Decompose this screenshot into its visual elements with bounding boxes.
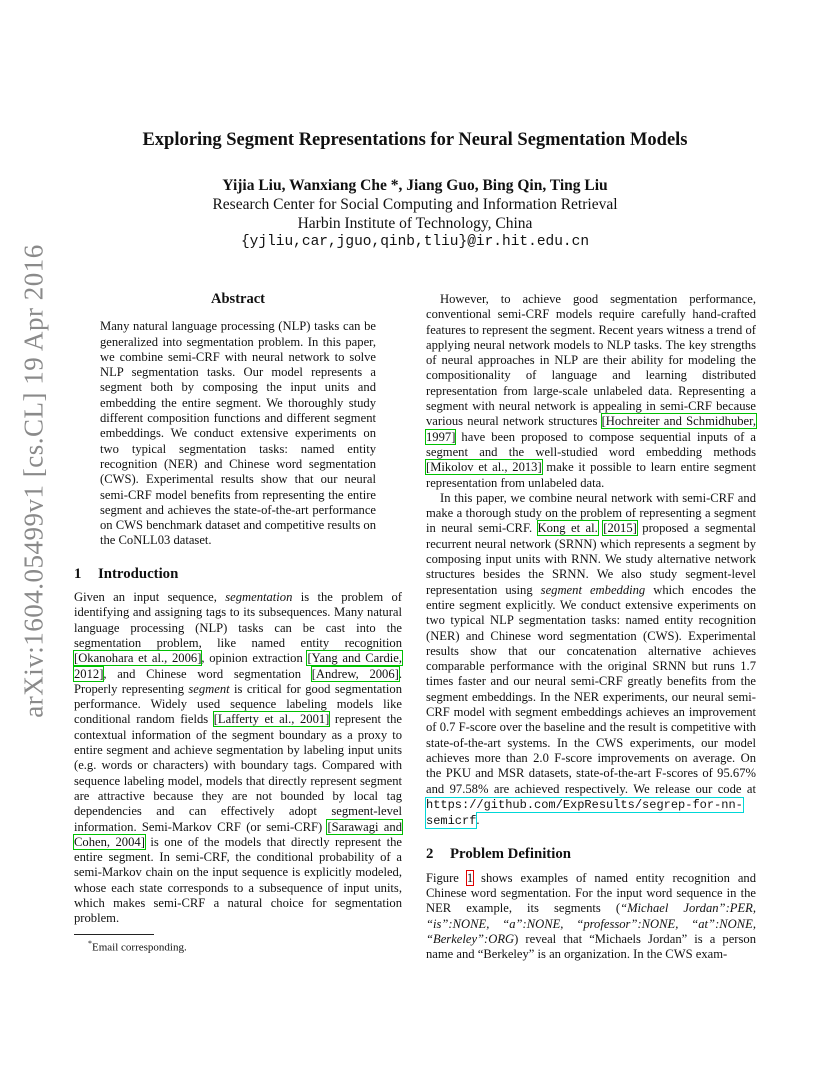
affiliation-line-2: Harbin Institute of Technology, China <box>297 215 533 232</box>
abstract-text: Many natural language processing (NLP) tasks can be generalized into segmentation problem. In this paper, we combine semi-CRF with neural network to solve NLP segmentation tasks. Our model represents a segment both by composing the input units and embedding the entire segment. We thoroughly study different composition functions and different segment embeddings. We conduct extensive experiments on two typical segmentation tasks: named entity recognition (NER) and Chinese word segmentation (CWS). Experimental results show that our neural semi-CRF model benefits from representing the entire segment and achieves the state-of-the-art performance on CWS benchmark dataset and competitive results on the CoNLL03 dataset. <box>100 319 376 548</box>
arxiv-id: arXiv:1604.05499v1 [cs.CL] 19 Apr 2016 <box>18 244 49 718</box>
citation-link[interactable]: [Sarawagi and Cohen, 2004] <box>74 819 402 849</box>
citation-link[interactable]: [Yang and Cardie, 2012] <box>74 651 402 681</box>
citation-link[interactable]: [Andrew, 2006] <box>311 666 399 681</box>
intro-paragraph: Given an input sequence, segmentation is the problem of identifying and assigning tags to its subsequences. Many natural language processing (NLP) tasks can be cast into the segmentation problem, like named entity recognition [Okanohara et al., 2006], opinion extraction [Yang and Cardie, 2012], and Chinese word segmentation [Andrew, 2006]. Properly representing segment is critical for good segmentation performance. Widely used sequence labeling models like conditional random fields [Lafferty et al., 2001] represent the contextual information of the segment boundary as a proxy to entire segment and achieve segmentation by labeling input units (e.g. words or characters) with boundary tags. Compared with sequence labeling model, models that directly represent segment are attractive because they are not bounded by local tag dependencies and can effectively adopt segment-level information. Semi-Markov CRF (or semi-CRF) [Sarawagi and Cohen, 2004] is one of the models that directly represent the entire segment. In semi-CRF, the conditional probability of a semi-Markov chain on the input sequence is explicitly modeled, whose each state corresponds to a subsequence of input units, which makes semi-CRF a natural choice for segmentation problem. <box>74 590 403 926</box>
body-paragraph: However, to achieve good segmentation performance, conventional semi-CRF models require carefully hand-crafted features to represent the segment. Recent years witness a trend of applying neural network models to NLP tasks. The key strengths of neural approaches in NLP are their ability for modeling the compositionality of language and learning distributed representation from large-scale unlabeled data. Representing a segment with neural network is appealing in semi-CRF because various neural network structures [Hochreiter and Schmidhuber, 1997] have been proposed to compose sequential inputs of a segment and the well-studied word embedding methods [Mikolov et al., 2013] make it possible to learn entire segment representation from unlabeled data. <box>426 292 756 490</box>
body-paragraph: In this paper, we combine neural network with semi-CRF and make a thorough study on the problem of representing a segment in neural semi-CRF. Kong et al. [2015] proposed a segmental recurrent neural network (SRNN) which represents a segment by composing input units with RNN. We study alternative network structures besides the SRNN. We also study segment-level representation using segment embedding which encodes the entire segment explicitly. We conduct extensive experiments on two typical NLP segmentation tasks: named entity recognition (NER) and Chinese word segmentation (CWS). Experimental results show that our concatenation alternative achieves comparable performance with the original SRNN but runs 1.7 times faster and our neural semi-CRF greatly benefits from the segment embeddings. In the NER experiments, our neural semi-CRF model with segment embeddings achieves an improvement of 0.7 F-score over the baseline and the result is competitive with state-of-the-art systems. In the CWS experiments, our model achieves more than 2.0 F-score improvements on average. On the PKU and MSR datasets, state-of-the-art F-scores of 95.67% and 97.58% are achieved respectively. We release our code at https://github.com/ExpResults/segrep-for-nn-semicrf. <box>426 490 757 829</box>
section-heading-introduction <box>74 567 402 582</box>
code-url-link[interactable]: https://github.com/ExpResults/segrep-for-nn-semicrf <box>426 797 743 829</box>
section-heading-problem-definition <box>426 847 756 862</box>
citation-link[interactable]: Kong et al. <box>537 521 598 536</box>
figure-ref-link[interactable]: 1 <box>466 870 474 885</box>
citation-link[interactable]: [Mikolov et al., 2013] <box>426 460 542 475</box>
affiliation-line-1: Research Center for Social Computing and Information Retrieval <box>212 196 618 213</box>
citation-link[interactable]: [Lafferty et al., 2001] <box>213 712 330 727</box>
citation-link[interactable]: [Okanohara et al., 2006] <box>74 651 202 666</box>
arxiv-sidebar-stamp <box>14 244 54 718</box>
section-title: Problem Definition <box>450 846 571 863</box>
body-paragraph: Figure 1 shows examples of named entity recognition and Chinese word segmentation. For the input word sequence in the NER example, its segments (“Michael Jordan”:PER, “is”:NONE, “a”:NONE, “professor”:NONE, “at”:NONE, “Berkeley”:ORG) reveal that “Michaels Jordan” is a person name and “Berkeley” is an organization. In the CWS exam- <box>426 870 757 962</box>
author-names: Yijia Liu, Wanxiang Che *, Jiang Guo, Bing Qin, Ting Liu <box>222 177 608 194</box>
citation-link[interactable]: [2015] <box>603 521 637 536</box>
footnote-mark: * <box>88 939 92 948</box>
right-column <box>426 292 756 962</box>
author-email: {yjliu,car,jguo,qinb,tliu}@ir.hit.edu.cn <box>240 234 590 250</box>
left-column <box>74 292 402 927</box>
citation-link[interactable]: [Hochreiter and Schmidhuber, 1997] <box>426 414 756 444</box>
footnote <box>88 939 187 954</box>
footnote-rule <box>74 934 154 935</box>
section-number: 2 <box>426 846 434 863</box>
abstract-heading: Abstract <box>211 291 265 307</box>
paper-title: Exploring Segment Representations for Neural Segmentation Models <box>142 130 688 150</box>
author-block <box>80 176 750 252</box>
footnote-text: Email corresponding. <box>92 941 187 954</box>
section-number: 1 <box>74 565 82 582</box>
section-title: Introduction <box>98 565 179 582</box>
